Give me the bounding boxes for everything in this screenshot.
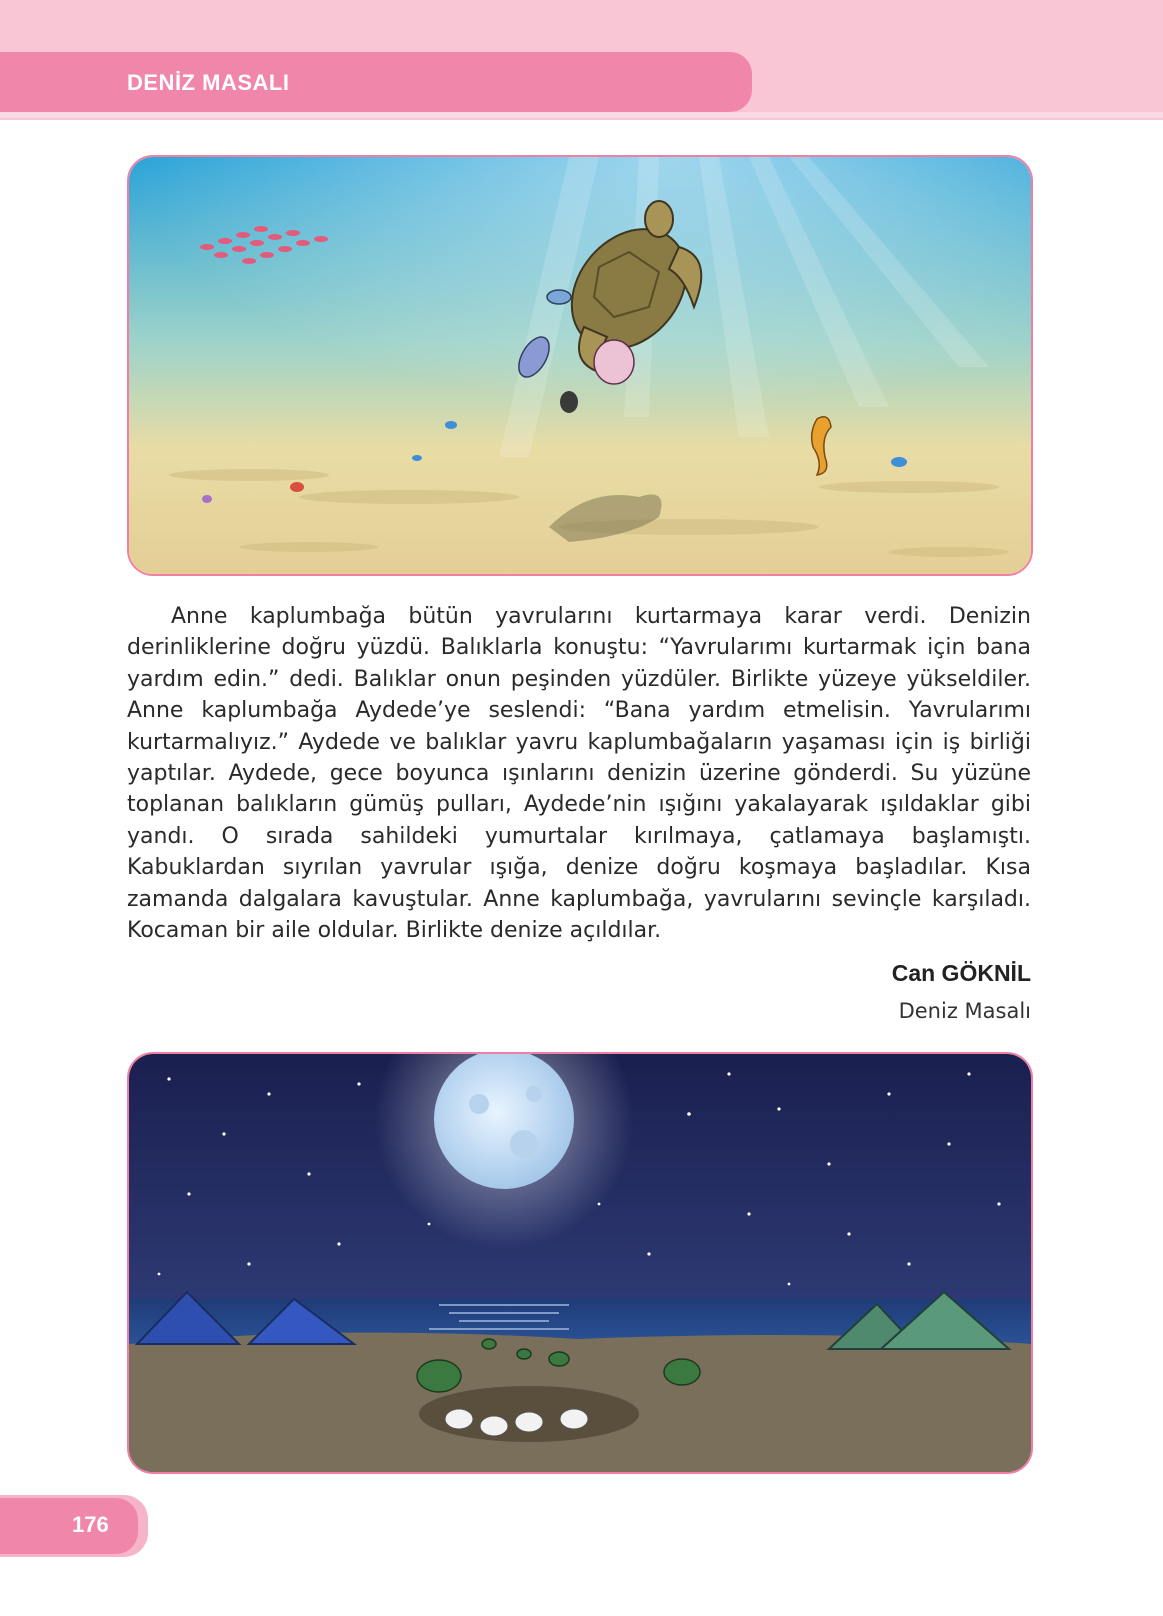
full-moon-icon bbox=[434, 1054, 574, 1189]
black-fish-icon bbox=[560, 391, 578, 413]
book-title: Deniz Masalı bbox=[898, 999, 1031, 1023]
pink-fish-icon bbox=[594, 340, 634, 384]
story-paragraph: Anne kaplumbağa bütün yavrularını kurtarmaya karar verdi. Denizin derinliklerine doğru yüzdü. Balıklarla konuştu: “Yavrularımı kurtarmak için bana yardım edin.” dedi. Balıklar onun peşinden yüzdüler. Birlikte yüzeye yükseldiler. Anne kaplumbağa Aydede’ye seslendi: “Bana yardım etmelisin. Yavrularımı kurtarmalıyız.” Aydede ve balıklar yavru kaplumbağaların yaşaması için iş birliği yaptılar. Aydede, gece boyunca ışınlarını denizin üzerine gönderdi. Su yüzüne toplanan balıkların gümüş pulları, Aydede’nin ışığını yakalayarak ışıldaklar gibi yandı. O sırada sahildeki yumurtalar kırılmaya, çatlamaya başlamıştı. Kabuklardan sıyrılan yavrular ışığa, denize doğru koşmaya başladılar. Kısa zamanda dalgalara kavuştular. Anne kaplumbağa, yavrularını sevinçle karşıladı. Kocaman bir aile oldular. Birlikte denize açıldılar. bbox=[127, 604, 1031, 944]
blue-fish-icon bbox=[547, 290, 571, 304]
chapter-title: DENİZ MASALI bbox=[127, 70, 290, 95]
top-banner-divider bbox=[0, 112, 1163, 118]
page-number: 176 bbox=[72, 1512, 109, 1537]
night-beach-illustration bbox=[127, 1052, 1033, 1474]
author-name: Can GÖKNİL bbox=[891, 960, 1031, 986]
page-number-tab bbox=[0, 1498, 138, 1554]
underwater-illustration bbox=[127, 155, 1033, 576]
chapter-header-tab bbox=[0, 52, 752, 112]
red-fish-icon bbox=[290, 482, 304, 492]
story-text-block bbox=[127, 601, 1031, 946]
violet-fish-icon bbox=[202, 495, 212, 503]
